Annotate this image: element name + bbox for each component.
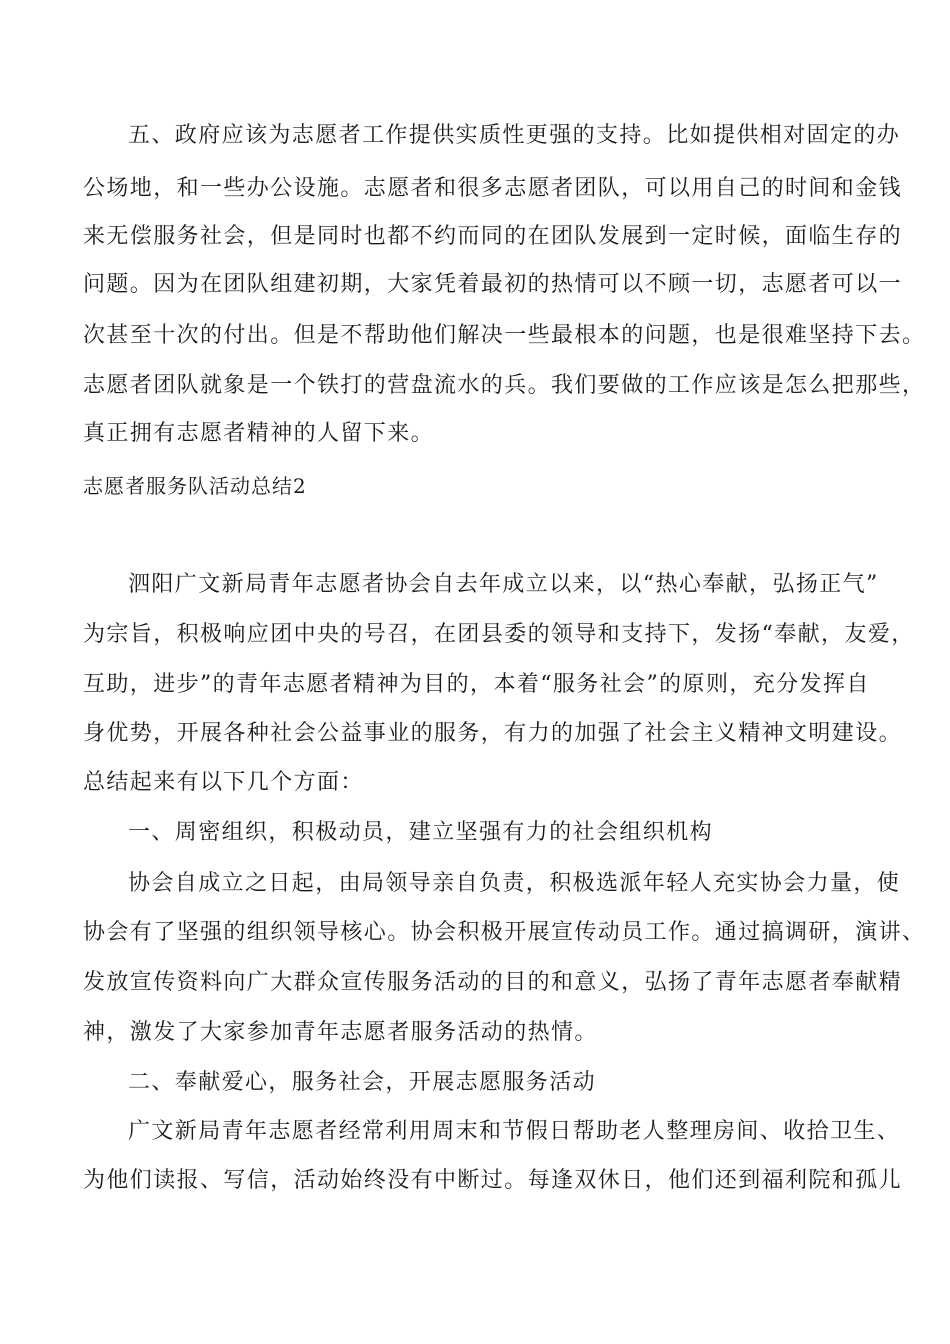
paragraph-line: 协会有了坚强的组织领导核心。协会积极开展宣传动员工作。通过搞调研，演讲、	[83, 920, 926, 945]
paragraph-line: 志愿者团队就象是一个铁打的营盘流水的兵。我们要做的工作应该是怎么把那些，	[83, 373, 926, 398]
paragraph-line: 发放宣传资料向广大群众宣传服务活动的目的和意义，弘扬了青年志愿者奉献精	[83, 970, 903, 995]
paragraph-line: 泗阳广文新局青年志愿者协会自去年成立以来，以“热心奉献，弘扬正气”	[128, 572, 879, 597]
paragraph-line: 为他们读报、写信，活动始终没有中断过。每逢双休日，他们还到福利院和孤儿	[83, 1168, 903, 1193]
paragraph-line: 互助，进步”的青年志愿者精神为目的，本着“服务社会”的原则，充分发挥自	[83, 672, 870, 697]
paragraph-line: 神，激发了大家参加青年志愿者服务活动的热情。	[83, 1020, 598, 1045]
paragraph-line: 公场地，和一些办公设施。志愿者和很多志愿者团队，可以用自己的时间和金钱	[83, 176, 903, 201]
subsection-heading: 二、奉献爱心，服务社会，开展志愿服务活动	[128, 1070, 597, 1095]
paragraph-line: 次甚至十次的付出。但是不帮助他们解决一些最根本的问题，也是很难坚持下去。	[83, 323, 926, 348]
paragraph-line: 协会自成立之日起，由局领导亲自负责，积极选派年轻人充实协会力量，使	[128, 871, 901, 896]
subsection-heading: 一、周密组织，积极动员，建立坚强有力的社会组织机构	[128, 820, 714, 845]
paragraph-line: 身优势，开展各种社会公益事业的服务，有力的加强了社会主义精神文明建设。	[83, 721, 903, 746]
paragraph-line: 总结起来有以下几个方面：	[83, 770, 364, 795]
section-heading: 志愿者服务队活动总结2	[83, 474, 307, 498]
paragraph-line: 为宗旨，积极响应团中央的号召，在团县委的领导和支持下，发扬“奉献，友爱，	[83, 622, 915, 647]
paragraph-line: 五、政府应该为志愿者工作提供实质性更强的支持。比如提供相对固定的办	[128, 123, 901, 148]
paragraph-line: 来无偿服务社会，但是同时也都不约而同的在团队发展到一定时候，面临生存的	[83, 224, 903, 249]
paragraph-line: 真正拥有志愿者精神的人留下来。	[83, 421, 435, 446]
paragraph-line: 问题。因为在团队组建初期，大家凭着最初的热情可以不顾一切，志愿者可以一	[83, 272, 903, 297]
paragraph-line: 广文新局青年志愿者经常利用周末和节假日帮助老人整理房间、收拾卫生、	[128, 1119, 901, 1144]
